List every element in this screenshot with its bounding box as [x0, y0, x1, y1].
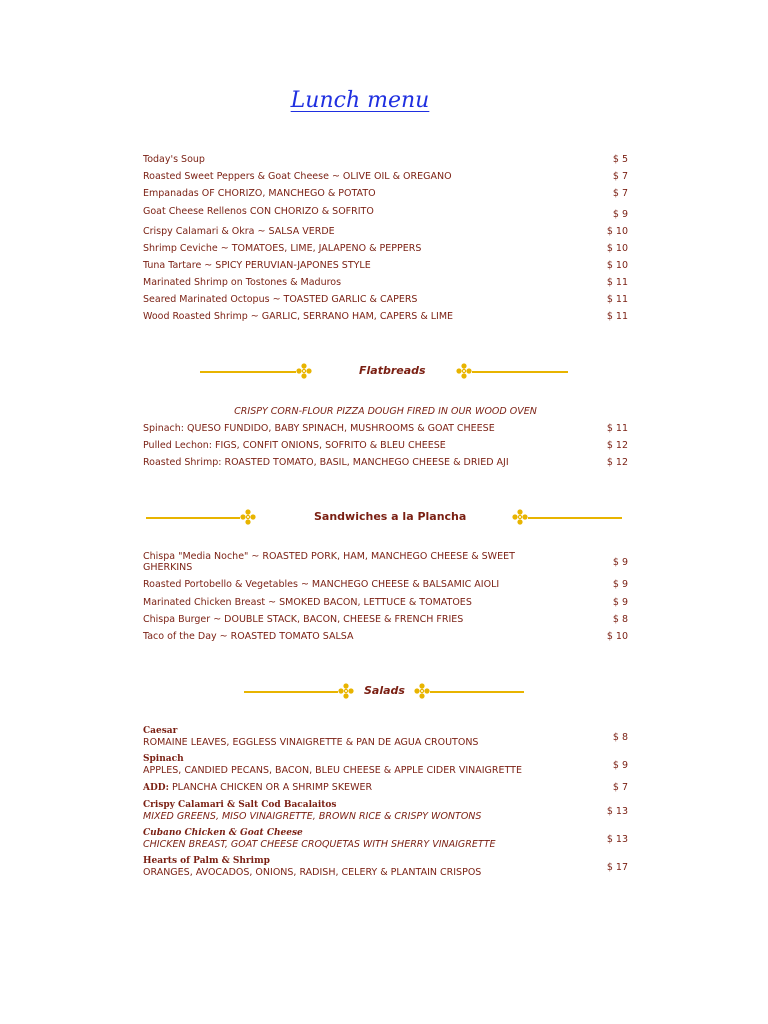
- item-price: $ 10: [606, 243, 628, 254]
- add-label: ADD:: [143, 783, 169, 793]
- divider-line: [528, 517, 622, 519]
- item-price: $ 9: [612, 597, 628, 608]
- item-name: Today's Soup: [143, 154, 205, 165]
- fleur-ornament-icon: [240, 509, 256, 525]
- menu-item: [143, 856, 628, 878]
- item-name: Tuna Tartare ~ SPICY PERUVIAN-JAPONES STYLE: [143, 260, 371, 271]
- item-price: $ 7: [612, 782, 628, 793]
- item-price: $ 9: [612, 209, 628, 220]
- menu-item: [143, 440, 628, 451]
- item-price: $ 12: [606, 457, 628, 468]
- item-description: MIXED GREENS, MISO VINAIGRETTE, BROWN RICE & CRISPY WONTONS: [143, 811, 482, 822]
- menu-item: [143, 828, 628, 850]
- menu-item: [143, 457, 628, 468]
- item-price: $ 11: [606, 311, 628, 322]
- item-price: $ 11: [606, 423, 628, 434]
- menu-item: [143, 243, 628, 254]
- item-price: $ 11: [606, 294, 628, 305]
- divider-line: [146, 517, 240, 519]
- item-name: Taco of the Day ~ ROASTED TOMATO SALSA: [143, 631, 354, 642]
- fleur-ornament-icon: [512, 509, 528, 525]
- item-price: $ 10: [606, 226, 628, 237]
- item-price: $ 13: [606, 806, 628, 817]
- item-price: $ 7: [612, 188, 628, 199]
- item-description: APPLES, CANDIED PECANS, BACON, BLEU CHEESE & APPLE CIDER VINAIGRETTE: [143, 765, 522, 776]
- item-name: Chispa Burger ~ DOUBLE STACK, BACON, CHEESE & FRENCH FRIES: [143, 614, 464, 625]
- add-text: PLANCHA CHICKEN OR A SHRIMP SKEWER: [171, 782, 373, 793]
- item-name: Spinach: [143, 754, 184, 764]
- item-name: Roasted Sweet Peppers & Goat Cheese ~ OLIVE OIL & OREGANO: [143, 171, 452, 182]
- fleur-ornament-icon: [338, 683, 354, 699]
- menu-item: [143, 631, 628, 642]
- item-price: $ 10: [606, 631, 628, 642]
- item-price: $ 8: [612, 732, 628, 743]
- item-name: Caesar: [143, 726, 178, 736]
- section-header-salads: [244, 682, 526, 702]
- flatbreads-note: CRISPY CORN-FLOUR PIZZA DOUGH FIRED IN OUR WOOD OVEN: [234, 406, 537, 417]
- section-title: Sandwiches a la Plancha: [314, 510, 467, 523]
- item-name: Empanadas OF CHORIZO, MANCHEGO & POTATO: [143, 188, 376, 199]
- divider-line: [200, 371, 296, 373]
- item-price: $ 9: [612, 557, 628, 568]
- section-header-flatbreads: [200, 362, 570, 382]
- item-name: Spinach: QUESO FUNDIDO, BABY SPINACH, MUSHROOMS & GOAT CHEESE: [143, 423, 495, 434]
- menu-item: [143, 206, 628, 220]
- page-title: Lunch menu: [290, 88, 430, 113]
- item-price: $ 10: [606, 260, 628, 271]
- item-description: ORANGES, AVOCADOS, ONIONS, RADISH, CELERY & PLANTAIN CRISPOS: [143, 867, 482, 878]
- divider-line: [430, 691, 524, 693]
- menu-item: [143, 726, 628, 748]
- menu-item: [143, 260, 628, 271]
- section-title: Salads: [364, 684, 405, 697]
- menu-item: [143, 423, 628, 434]
- item-name: Marinated Shrimp on Tostones & Maduros: [143, 277, 342, 288]
- item-price: $ 12: [606, 440, 628, 451]
- fleur-ornament-icon: [296, 363, 312, 379]
- divider-line: [244, 691, 338, 693]
- divider-line: [472, 371, 568, 373]
- item-price: $ 13: [606, 834, 628, 845]
- menu-item: [143, 597, 628, 608]
- menu-item: [143, 754, 628, 776]
- menu-item: [143, 154, 628, 165]
- item-name: Shrimp Ceviche ~ TOMATOES, LIME, JALAPENO & PEPPERS: [143, 243, 422, 254]
- item-price: $ 8: [612, 614, 628, 625]
- menu-item: [143, 171, 628, 182]
- item-name: Seared Marinated Octopus ~ TOASTED GARLIC & CAPERS: [143, 294, 418, 305]
- section-header-sandwiches: [146, 508, 624, 528]
- item-price: $ 17: [606, 862, 628, 873]
- menu-item: [143, 277, 628, 288]
- item-price: $ 9: [612, 579, 628, 590]
- item-name: Hearts of Palm & Shrimp: [143, 856, 270, 866]
- fleur-ornament-icon: [456, 363, 472, 379]
- item-name: Cubano Chicken & Goat Cheese: [143, 828, 303, 838]
- item-price: $ 7: [612, 171, 628, 182]
- item-description: ROMAINE LEAVES, EGGLESS VINAIGRETTE & PAN DE AGUA CROUTONS: [143, 737, 479, 748]
- menu-item: [143, 551, 628, 573]
- item-name: Roasted Portobello & Vegetables ~ MANCHEGO CHEESE & BALSAMIC AIOLI: [143, 579, 500, 590]
- item-name: Wood Roasted Shrimp ~ GARLIC, SERRANO HAM, CAPERS & LIME: [143, 311, 454, 322]
- item-name: Goat Cheese Rellenos CON CHORIZO & SOFRITO: [143, 206, 374, 217]
- item-description: CHICKEN BREAST, GOAT CHEESE CROQUETAS WITH SHERRY VINAIGRETTE: [143, 839, 496, 850]
- item-price: $ 9: [612, 760, 628, 771]
- menu-item: [143, 800, 628, 822]
- item-name: Chispa "Media Noche" ~ ROASTED PORK, HAM, MANCHEGO CHEESE & SWEET GHERKINS: [143, 551, 515, 573]
- menu-item: [143, 188, 628, 199]
- item-name: Crispy Calamari & Salt Cod Bacalaitos: [143, 800, 337, 810]
- item-price: $ 5: [612, 154, 628, 165]
- item-name: Pulled Lechon: FIGS, CONFIT ONIONS, SOFRITO & BLEU CHEESE: [143, 440, 446, 451]
- menu-item: [143, 782, 628, 794]
- menu-item: [143, 579, 628, 590]
- item-name: Marinated Chicken Breast ~ SMOKED BACON, LETTUCE & TOMATOES: [143, 597, 472, 608]
- item-name: Crispy Calamari & Okra ~ SALSA VERDE: [143, 226, 335, 237]
- section-title: Flatbreads: [359, 364, 426, 377]
- item-name: Roasted Shrimp: ROASTED TOMATO, BASIL, MANCHEGO CHEESE & DRIED AJI: [143, 457, 509, 468]
- menu-item: [143, 226, 628, 237]
- fleur-ornament-icon: [414, 683, 430, 699]
- menu-item: [143, 614, 628, 625]
- menu-item: [143, 311, 628, 322]
- item-price: $ 11: [606, 277, 628, 288]
- menu-item: [143, 294, 628, 305]
